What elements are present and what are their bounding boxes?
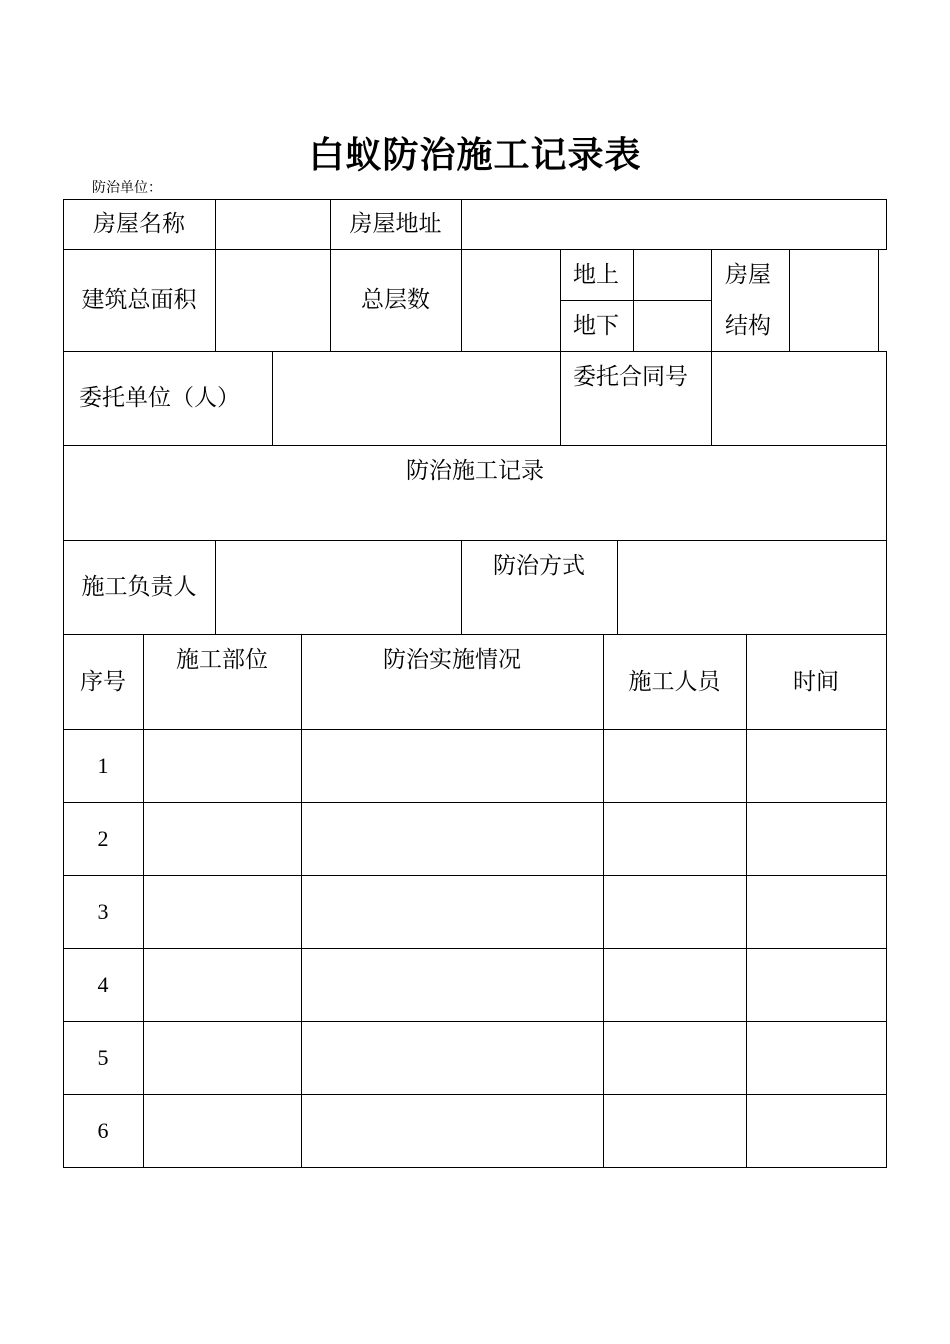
unit-label: 防治单位：: [92, 181, 162, 196]
label-method: 防治方式: [493, 553, 585, 578]
grid-line: [603, 634, 604, 1168]
value-contract-no[interactable]: [712, 352, 886, 445]
grid-line: [143, 634, 144, 1168]
grid-line: [63, 445, 887, 446]
label-total-floors: 总层数: [361, 287, 430, 312]
row-number: 4: [97, 972, 109, 997]
value-person-in-charge[interactable]: [216, 541, 461, 634]
label-person-in-charge: 施工负责人: [81, 574, 197, 599]
label-above-ground: 地上: [573, 262, 619, 287]
value-house-name[interactable]: [216, 200, 330, 249]
label-client: 委托单位（人）: [79, 385, 240, 410]
col-header-seq: 序号: [80, 669, 126, 694]
grid-line: [63, 1094, 887, 1095]
value-below-ground[interactable]: [634, 301, 711, 351]
row-number: 1: [97, 753, 109, 778]
row-number: 6: [97, 1118, 109, 1143]
value-structure[interactable]: [790, 250, 878, 351]
value-house-address[interactable]: [462, 200, 886, 249]
grid-line: [63, 875, 887, 876]
row-number: 2: [97, 826, 109, 851]
grid-line: [63, 634, 887, 635]
col-header-personnel: 施工人员: [628, 669, 721, 694]
col-header-status: 防治实施情况: [383, 647, 521, 672]
section-header-record: 防治施工记录: [406, 458, 544, 483]
grid-line: [63, 802, 887, 803]
col-header-location: 施工部位: [176, 647, 268, 672]
grid-line: [63, 948, 887, 949]
value-total-floors[interactable]: [462, 250, 560, 351]
row-number: 5: [97, 1045, 109, 1070]
value-method[interactable]: [618, 541, 886, 634]
grid-line: [886, 199, 887, 250]
grid-line: [746, 634, 747, 1168]
label-structure-line1: 房屋: [725, 262, 771, 287]
label-house-name: 房屋名称: [93, 211, 185, 236]
grid-line: [63, 729, 887, 730]
label-total-area: 建筑总面积: [81, 287, 197, 312]
grid-line: [560, 249, 561, 446]
label-below-ground: 地下: [573, 313, 619, 338]
col-header-time: 时间: [793, 669, 839, 694]
row-number: 3: [97, 899, 109, 924]
grid-line: [63, 1167, 887, 1168]
label-structure-line2: 结构: [725, 313, 771, 338]
label-contract-no: 委托合同号: [573, 364, 688, 389]
document-title: 白蚁防治施工记录表: [308, 135, 642, 175]
value-client[interactable]: [273, 352, 560, 445]
value-total-area[interactable]: [216, 250, 330, 351]
grid-line: [63, 1021, 887, 1022]
value-above-ground[interactable]: [634, 250, 711, 300]
label-house-address: 房屋地址: [349, 211, 442, 236]
grid-line: [301, 634, 302, 1168]
grid-line: [878, 249, 879, 352]
